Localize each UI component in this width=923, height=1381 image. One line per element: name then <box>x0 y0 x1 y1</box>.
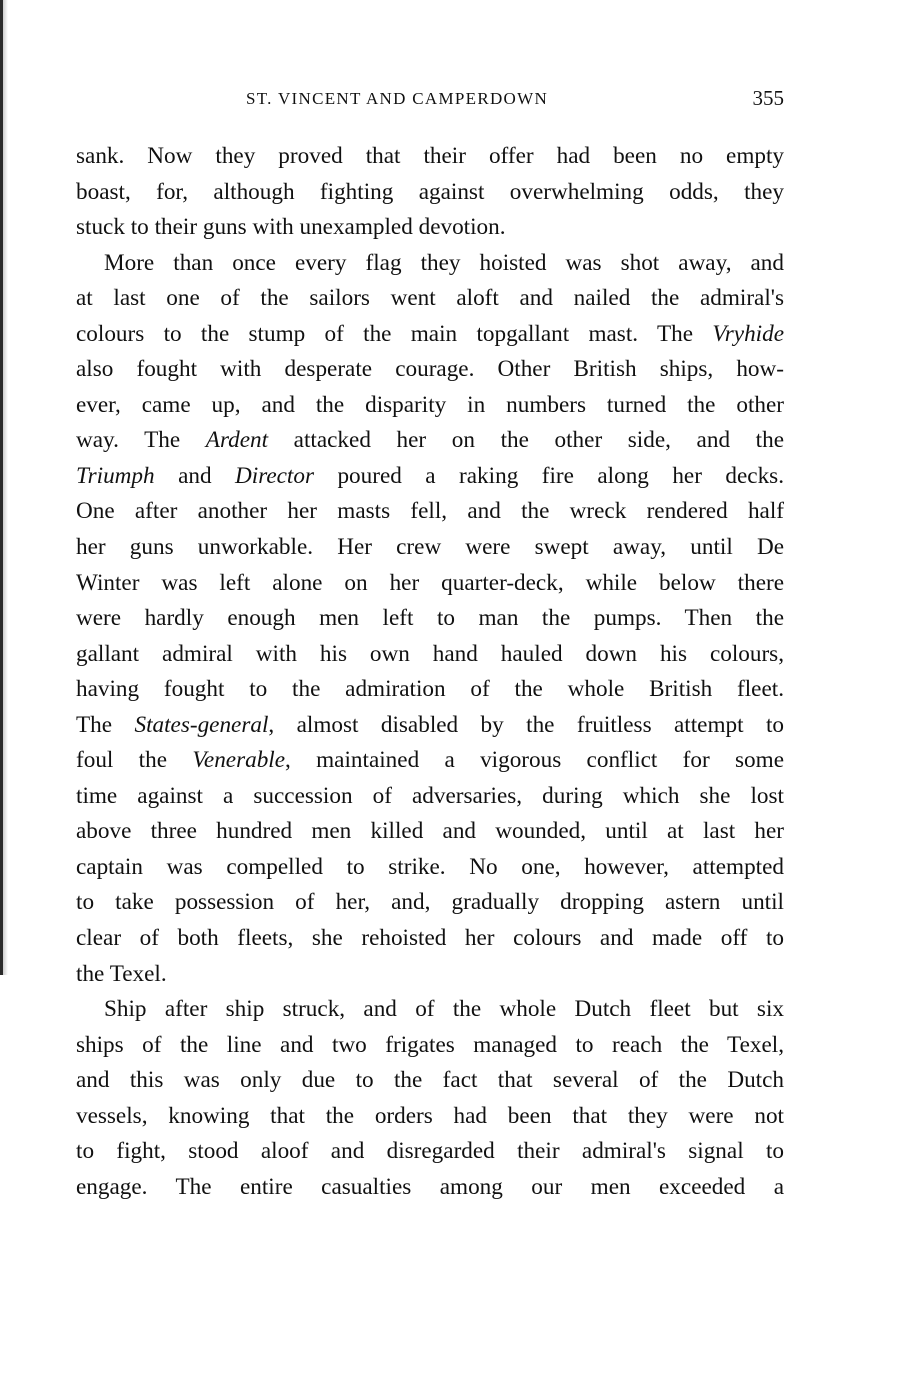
text-line: were hardly enough men left to man the pumps. Then the <box>76 605 784 632</box>
text-line: her guns unworkable. Her crew were swept away, until De <box>76 534 784 561</box>
text-line: the Texel. <box>76 960 167 987</box>
running-head <box>76 84 784 120</box>
text-line: to take possession of her, and, gradually dropping astern until <box>76 889 784 916</box>
text-line: Winter was left alone on her quarter-deck, while below there <box>76 569 784 596</box>
text-line: captain was compelled to strike. No one, however, attempted <box>76 853 784 880</box>
text-line: colours to the stump of the main topgallant mast. The Vryhide <box>76 320 784 347</box>
text-line: boast, for, although fighting against overwhelming odds, they <box>76 178 784 205</box>
text-line: above three hundred men killed and wounded, until at last her <box>76 818 784 845</box>
text-line: One after another her masts fell, and the wreck rendered half <box>76 498 784 525</box>
binding-shadow <box>3 0 8 975</box>
text-line: way. The Ardent attacked her on the other side, and the <box>76 427 784 454</box>
body-text <box>76 139 784 1205</box>
text-line: foul the Venerable, maintained a vigorous conflict for some <box>76 747 784 774</box>
text-line: time against a succession of adversaries, during which she lost <box>76 782 784 809</box>
text-line: gallant admiral with his own hand hauled down his colours, <box>76 640 784 667</box>
text-line: having fought to the admiration of the whole British fleet. <box>76 676 784 703</box>
text-line: More than once every flag they hoisted was shot away, and <box>104 249 784 276</box>
text-line: The States-general, almost disabled by the fruitless attempt to <box>76 711 784 738</box>
text-line: Ship after ship struck, and of the whole Dutch fleet but six <box>104 996 784 1023</box>
text-line: also fought with desperate courage. Other British ships, how- <box>76 356 784 383</box>
text-line: ever, came up, and the disparity in numbers turned the other <box>76 391 784 418</box>
text-line: sank. Now they proved that their offer had been no empty <box>76 143 784 169</box>
text-line: at last one of the sailors went aloft and nailed the admiral's <box>76 285 784 312</box>
text-line: ships of the line and two frigates managed to reach the Texel, <box>76 1031 784 1058</box>
text-line: Triumph and Director poured a raking fire along her decks. <box>76 462 784 489</box>
running-title: ST. VINCENT AND CAMPERDOWN <box>246 89 549 108</box>
text-line: engage. The entire casualties among our men exceeded a <box>76 1173 784 1200</box>
text-line: stuck to their guns with unexampled devotion. <box>76 214 506 241</box>
text-line: and this was only due to the fact that several of the Dutch <box>76 1067 784 1094</box>
text-line: to fight, stood aloof and disregarded their admiral's signal to <box>76 1138 784 1165</box>
page-number: 355 <box>752 86 784 110</box>
book-page <box>76 84 784 1205</box>
text-line: clear of both fleets, she rehoisted her colours and made off to <box>76 925 784 952</box>
text-line: vessels, knowing that the orders had been that they were not <box>76 1102 784 1129</box>
